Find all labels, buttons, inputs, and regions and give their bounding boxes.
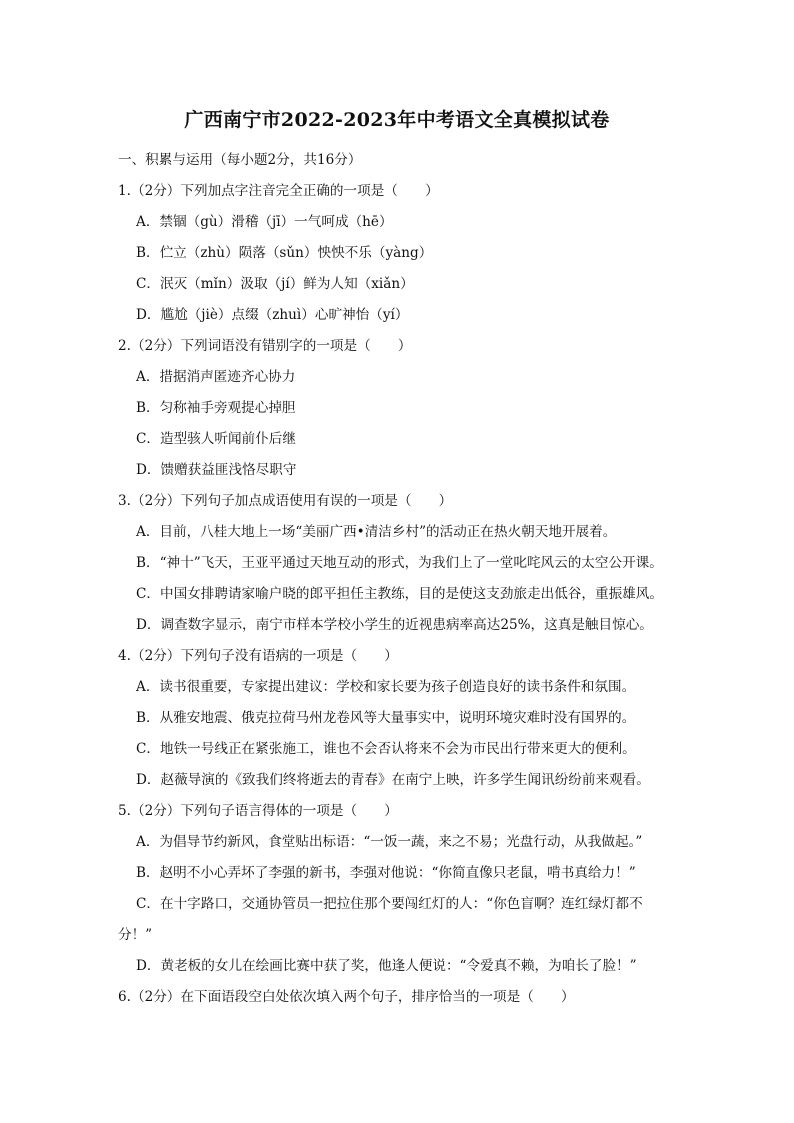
section-heading: 一、积累与运用（每小题2分，共16分） bbox=[118, 152, 362, 168]
question-1-option-b: B．伫立（zhù）陨落（sǔn）怏怏不乐（yàng） bbox=[136, 245, 433, 261]
question-4-stem: 4.（2分）下列句子没有语病的一项是（ ） bbox=[118, 648, 398, 664]
question-3-stem: 3.（2分）下列句子加点成语使用有误的一项是（ ） bbox=[118, 493, 453, 509]
question-2-option-a: A．措据消声匿迹齐心协力 bbox=[136, 369, 296, 385]
question-2-option-b: B．匀称袖手旁观提心掉胆 bbox=[136, 400, 296, 416]
question-5-option-c: C．在十字路口，交通协管员一把拉住那个要闯红灯的人：“你色盲啊？连红绿灯都不 bbox=[136, 896, 643, 912]
question-5-option-c-continuation: 分！” bbox=[118, 927, 153, 943]
question-4-option-a: A．读书很重要，专家提出建议：学校和家长要为孩子创造良好的读书条件和氛围。 bbox=[136, 679, 636, 695]
question-2-option-d: D．馈赠获益匪浅恪尽职守 bbox=[136, 462, 297, 478]
question-4-option-c: C．地铁一号线正在紧张施工，谁也不会否认将来不会为市民出行带来更大的便利。 bbox=[136, 741, 636, 757]
question-4-option-d: D．赵薇导演的《致我们终将逝去的青春》在南宁上映，许多学生闻讯纷纷前来观看。 bbox=[136, 772, 650, 788]
question-4-option-b: B．从雅安地震、俄克拉荷马州龙卷风等大量事实中，说明环境灾难时没有国界的。 bbox=[136, 710, 636, 726]
document-title: 广西南宁市2022-2023年中考语文全真模拟试卷 bbox=[184, 109, 610, 131]
question-1-option-c: C．泯灭（mǐn）汲取（jí）鲜为人知（xiǎn） bbox=[136, 276, 414, 292]
question-3-option-d: D．调查数字显示，南宁市样本学校小学生的近视患病率高达25%，这真是触目惊心。 bbox=[136, 617, 653, 633]
question-3-option-c: C．中国女排聘请家喻户晓的郎平担任主教练，目的是使这支劲旅走出低谷，重振雄风。 bbox=[136, 586, 663, 602]
question-3-option-a: A．目前，八桂大地上一场“美丽广西•清洁乡村”的活动正在热火朝天地开展着。 bbox=[136, 524, 617, 540]
question-1-stem: 1.（2分）下列加点字注音完全正确的一项是（ ） bbox=[118, 183, 439, 199]
question-6-stem: 6.（2分）在下面语段空白处依次填入两个句子，排序恰当的一项是（ ） bbox=[118, 989, 575, 1005]
question-5-option-b: B．赵明不小心弄坏了李强的新书，李强对他说：“你简直像只老鼠，啃书真给力！” bbox=[136, 865, 636, 881]
question-2-stem: 2.（2分）下列词语没有错别字的一项是（ ） bbox=[118, 338, 412, 354]
question-5-option-a: A．为倡导节约新风，食堂贴出标语：“一饭一蔬，来之不易；光盘行动，从我做起。” bbox=[136, 834, 643, 850]
question-2-option-c: C．造型骇人听闻前仆后继 bbox=[136, 431, 296, 447]
question-5-stem: 5.（2分）下列句子语言得体的一项是（ ） bbox=[118, 803, 398, 819]
question-1-option-a: A．禁锢（gù）滑稽（jī）一气呵成（hē） bbox=[136, 214, 393, 230]
question-3-option-b: B．“神十”飞天，王亚平通过天地互动的形式，为我们上了一堂叱咤风云的太空公开课。 bbox=[136, 555, 663, 571]
document-body bbox=[118, 145, 698, 1013]
question-1-option-d: D．尴尬（jiè）点缀（zhuì）心旷神怡（yí） bbox=[136, 307, 409, 323]
question-5-option-d: D．黄老板的女儿在绘画比赛中获了奖，他逢人便说：“令爱真不赖，为咱长了脸！” bbox=[136, 958, 637, 974]
